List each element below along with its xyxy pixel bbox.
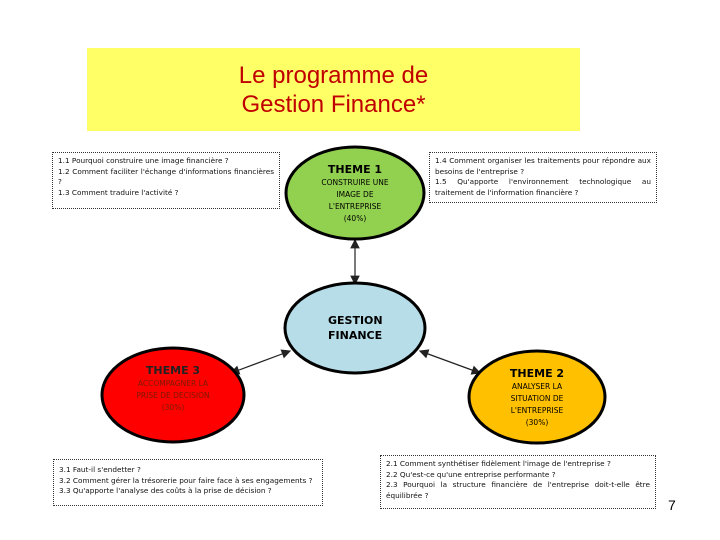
theme1-line: L'ENTREPRISE xyxy=(328,201,382,211)
question: 3.3 Qu'apporte l'analyse des coûts à la prise de décision ? xyxy=(59,486,272,495)
question: 1.2 Comment faciliter l'échange d'informations financières ? xyxy=(58,166,274,186)
center-line-2: FINANCE xyxy=(328,329,383,342)
question: 3.1 Faut-il s'endetter ? xyxy=(59,465,141,474)
question: 1.5 Qu'apporte l'environnement technologique au traitement de l'information financière ? xyxy=(435,177,651,197)
question: 2.2 Qu'est-ce qu'une entreprise performante ? xyxy=(386,469,556,479)
question: 1.1 Pourquoi construire une image financière ? xyxy=(58,156,229,165)
theme2-line: SITUATION DE xyxy=(510,393,564,403)
theme2-weight: (30%) xyxy=(525,417,549,427)
question: 2.3 Pourquoi la structure financière de l'entreprise doit-t-elle être équilibrée ? xyxy=(386,480,650,500)
question: 3.2 Comment gérer la trésorerie pour faire face à ses engagements ? xyxy=(59,475,313,485)
theme2-heading: THEME 2 xyxy=(509,366,565,380)
question: 1.4 Comment organiser les traitements pour répondre aux besoins de l'entreprise ? xyxy=(435,156,651,176)
question: 2.1 Comment synthétiser fidèlement l'image de l'entreprise ? xyxy=(386,459,611,468)
theme3-line: PRISE DE DECISION xyxy=(136,390,210,400)
theme2-line: ANALYSER LA xyxy=(511,381,563,391)
theme2-node xyxy=(468,360,606,434)
center-line-1: GESTION xyxy=(328,314,383,327)
question: 1.3 Comment traduire l'activité ? xyxy=(58,187,179,197)
theme1-node xyxy=(286,150,424,236)
questions-theme1-right xyxy=(429,152,657,203)
theme1-weight: (40%) xyxy=(343,213,367,223)
theme2-line: L'ENTREPRISE xyxy=(510,405,564,415)
page-number: 7 xyxy=(668,497,676,513)
theme1-line: IMAGE DE xyxy=(336,189,374,199)
questions-theme3 xyxy=(53,459,323,506)
theme3-weight: (30%) xyxy=(161,402,185,412)
questions-theme1-left xyxy=(52,152,280,209)
questions-theme2 xyxy=(380,455,656,509)
title-line-2: Gestion Finance* xyxy=(241,90,426,118)
theme1-heading: THEME 1 xyxy=(327,162,383,176)
theme1-line: CONSTRUIRE UNE xyxy=(321,177,389,187)
center-node xyxy=(328,310,408,346)
theme3-node xyxy=(104,358,242,418)
title-line-1: Le programme de xyxy=(238,61,429,89)
theme3-heading: THEME 3 xyxy=(145,363,201,377)
theme3-line: ACCOMPAGNER LA xyxy=(137,378,209,388)
